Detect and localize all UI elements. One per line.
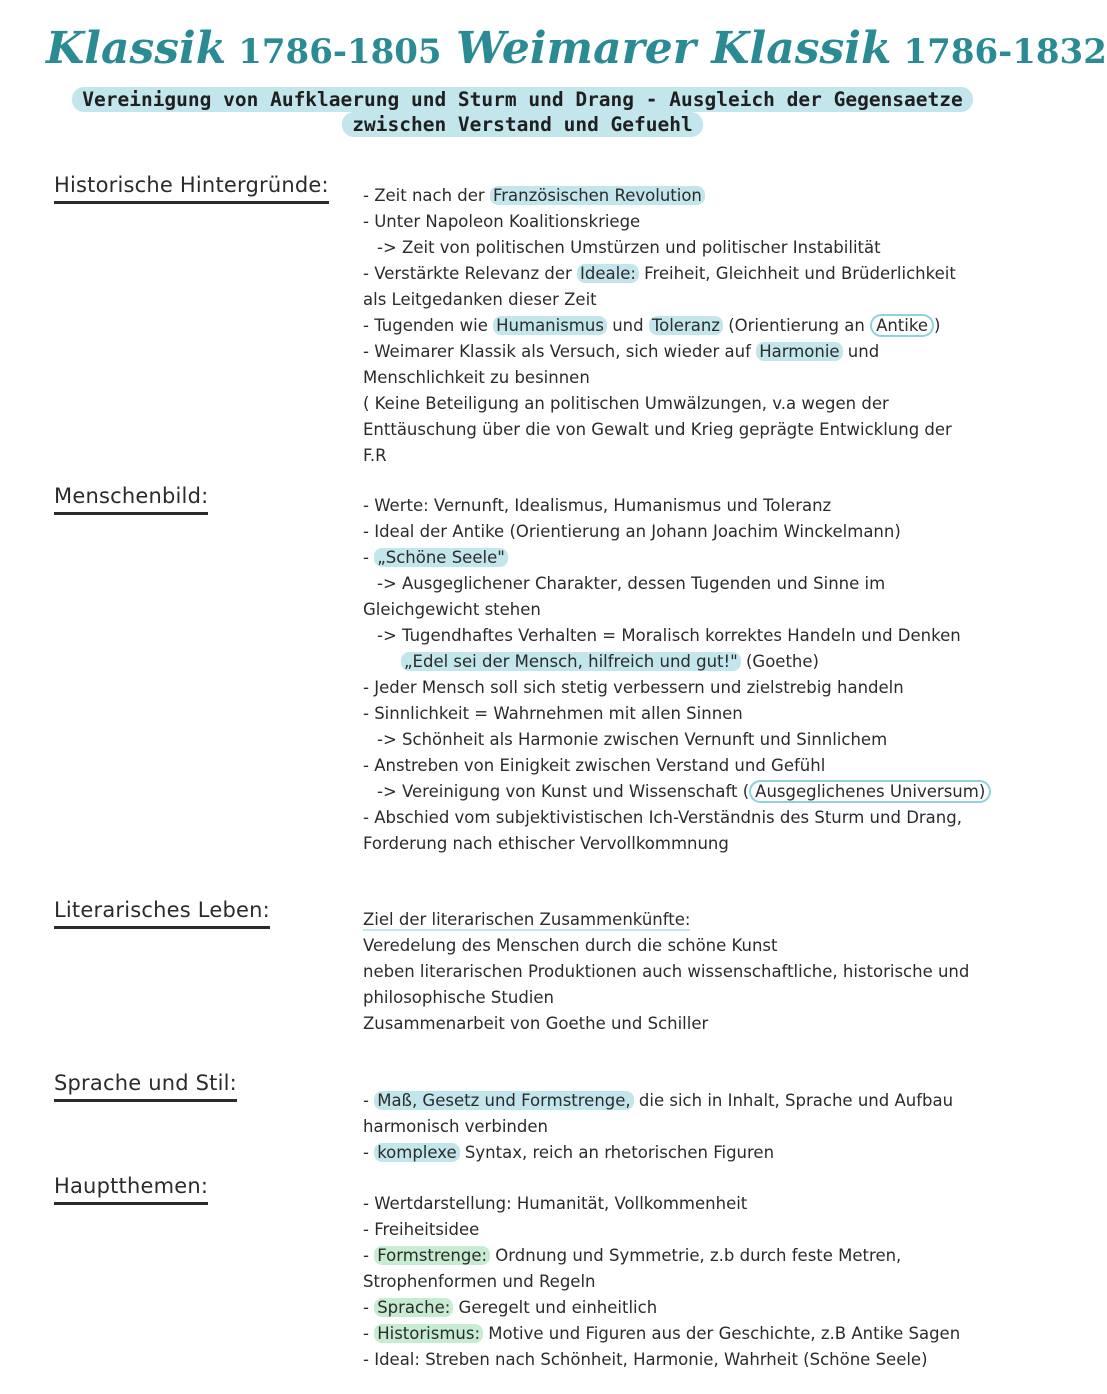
section-label-menschenbild: Menschenbild: [54,481,208,515]
list-item: - Jeder Mensch soll sich stetig verbessern und zielstrebig handeln [363,678,904,697]
subtitle-line-1: Vereinigung von Aufklaerung und Sturm und Drang - Ausgleich der Gegensaetze [50,88,995,112]
list-item: - Zeit nach der Französischen Revolution [363,183,1003,209]
list-item: - Ideal der Antike (Orientierung an Johann Joachim Winckelmann) [363,522,901,541]
list-item: Gleichgewicht stehen [363,600,541,619]
list-item: - Anstreben von Einigkeit zwischen Verstand und Gefühl [363,756,826,775]
list-item: Zusammenarbeit von Goethe und Schiller [363,1014,709,1033]
list-item: Menschlichkeit zu besinnen [363,368,590,387]
list-item: - komplexe Syntax, reich an rhetorischen Figuren [363,1143,775,1162]
list-item: Strophenformen und Regeln [363,1272,596,1291]
list-item: -> Zeit von politischen Umstürzen und politischer Instabilität [377,238,881,257]
page-title [46,14,1107,84]
list-item: - Unter Napoleon Koalitionskriege [363,212,641,231]
list-item: Veredelung des Menschen durch die schöne Kunst [363,936,778,955]
list-item: harmonisch verbinden [363,1117,548,1136]
list-item: - Sinnlichkeit = Wahrnehmen mit allen Sinnen [363,704,743,723]
list-item: „Edel sei der Mensch, hilfreich und gut!" (Goethe) [363,649,1003,675]
section-body-hauptthemen [363,1191,1003,1373]
list-item: -> Schönheit als Harmonie zwischen Vernunft und Sinnlichem [377,730,888,749]
title-klassik-years: 1786-1805 [238,32,442,72]
list-item: - Sprache: Geregelt und einheitlich [363,1298,658,1317]
list-item: - Abschied vom subjektivistischen Ich-Verständnis des Sturm und Drang, [363,808,962,827]
title-weimarer-klassik: Weimarer Klassik 1786-1832 [456,23,1107,74]
list-item: philosophische Studien [363,988,554,1007]
list-item: - „Schöne Seele" [363,545,1003,571]
list-item: Ziel der literarischen Zusammenkünfte: [363,910,691,929]
list-item: als Leitgedanken dieser Zeit [363,290,597,309]
list-item: -> Ausgeglichener Charakter, dessen Tugenden und Sinne im [377,574,886,593]
list-item: F.R [363,446,387,465]
list-item: - Ideal: Streben nach Schönheit, Harmonie, Wahrheit (Schöne Seele) [363,1350,928,1369]
list-item: - Weimarer Klassik als Versuch, sich wieder auf Harmonie und [363,342,880,361]
list-item: -> Tugendhaftes Verhalten = Moralisch korrektes Handeln und Denken [377,626,961,645]
list-item: -> Vereinigung von Kunst und Wissenschaft ( Ausgeglichenes Universum) [363,779,1003,805]
subtitle-line-2: zwischen Verstand und Gefuehl [50,113,995,137]
section-label-historische-hintergruende: Historische Hintergründe: [54,170,329,204]
list-item: - Wertdarstellung: Humanität, Vollkommenheit [363,1194,748,1213]
title-klassik: Klassik 1786-1805 [46,23,442,74]
list-item: - Historismus: Motive und Figuren aus der Geschichte, z.B Antike Sagen [363,1324,961,1343]
list-item: neben literarischen Produktionen auch wissenschaftliche, historische und [363,962,970,981]
title-weimarer-years: 1786-1832 [903,32,1107,72]
list-item: Forderung nach ethischer Vervollkommnung [363,834,729,853]
section-label-literarisches-leben: Literarisches Leben: [54,895,270,929]
list-item: ( Keine Beteiligung an politischen Umwälzungen, v.a wegen der [363,394,889,413]
section-body-literarisches [363,907,1003,1037]
section-label-hauptthemen: Hauptthemen: [54,1171,208,1205]
section-body-historische [363,183,1003,469]
section-label-sprache-und-stil: Sprache und Stil: [54,1068,237,1102]
section-body-sprache [363,1088,1003,1166]
list-item: - Tugenden wie Humanismus und Toleranz (Orientierung an Antike ) [363,316,941,335]
list-item: - Maß, Gesetz und Formstrenge, die sich in Inhalt, Sprache und Aufbau [363,1091,954,1110]
list-item: - Formstrenge: Ordnung und Symmetrie, z.b durch feste Metren, [363,1246,902,1265]
section-body-menschenbild [363,493,1003,857]
list-item: - Verstärkte Relevanz der Ideale: Freiheit, Gleichheit und Brüderlichkeit [363,264,956,283]
list-item: Enttäuschung über die von Gewalt und Krieg geprägte Entwicklung der [363,420,952,439]
list-item: - Freiheitsidee [363,1220,480,1239]
list-item: - Werte: Vernunft, Idealismus, Humanismus und Toleranz [363,496,832,515]
